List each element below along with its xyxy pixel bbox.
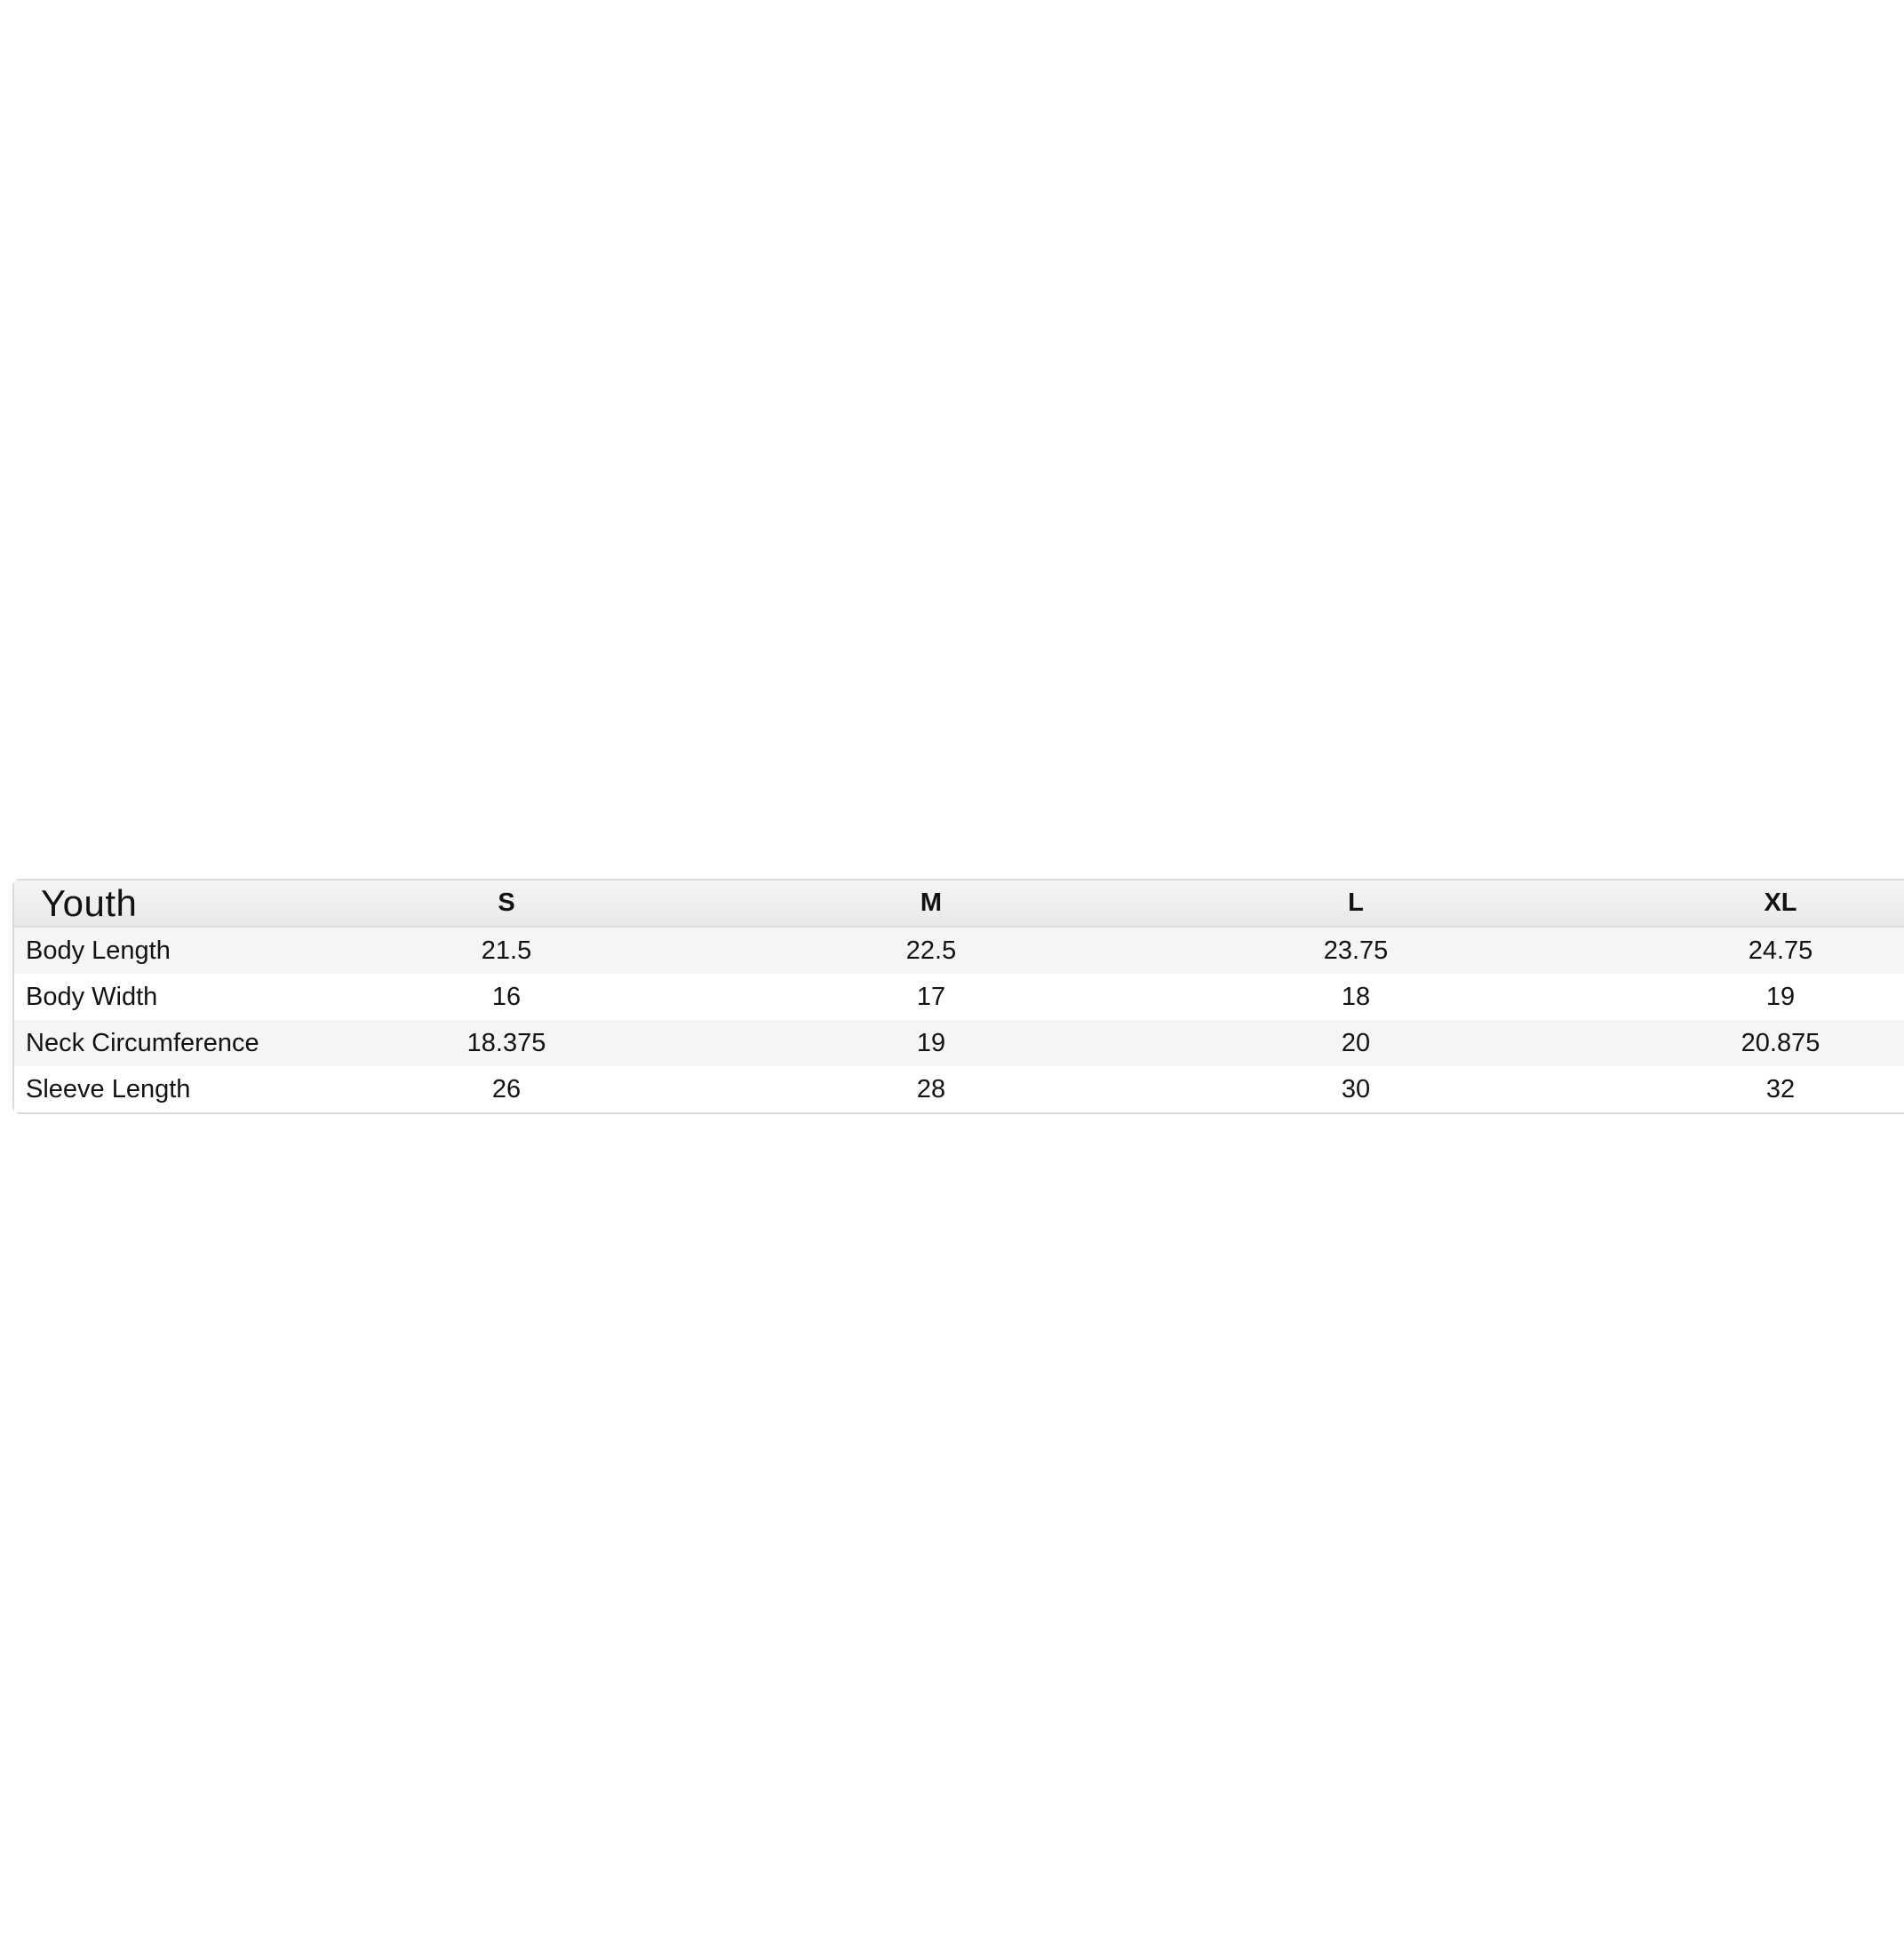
table-title: Youth bbox=[14, 880, 294, 928]
table-cell: 32 bbox=[1568, 1066, 1904, 1112]
table-row-body-length bbox=[14, 928, 1904, 974]
size-header-s: S bbox=[294, 880, 719, 928]
size-header-xl: XL bbox=[1568, 880, 1904, 928]
table-cell: 24.75 bbox=[1568, 928, 1904, 974]
row-label: Body Width bbox=[14, 974, 294, 1020]
row-label: Neck Circumference bbox=[14, 1020, 294, 1066]
table-cell: 20 bbox=[1143, 1020, 1568, 1066]
table-cell: 19 bbox=[719, 1020, 1143, 1066]
table-cell: 22.5 bbox=[719, 928, 1143, 974]
row-label: Sleeve Length bbox=[14, 1066, 294, 1112]
size-header-m: M bbox=[719, 880, 1143, 928]
table-cell: 26 bbox=[294, 1066, 719, 1112]
size-header-l: L bbox=[1143, 880, 1568, 928]
table-header-row bbox=[14, 880, 1904, 928]
table-cell: 21.5 bbox=[294, 928, 719, 974]
table-cell: 18.375 bbox=[294, 1020, 719, 1066]
table-row-sleeve-length bbox=[14, 1066, 1904, 1112]
size-chart-table bbox=[12, 879, 1904, 1114]
table-row-body-width bbox=[14, 974, 1904, 1020]
size-chart-container bbox=[12, 879, 1904, 1114]
table-cell: 20.875 bbox=[1568, 1020, 1904, 1066]
table-row-neck-circumference bbox=[14, 1020, 1904, 1066]
table-cell: 18 bbox=[1143, 974, 1568, 1020]
table-cell: 17 bbox=[719, 974, 1143, 1020]
table-cell: 19 bbox=[1568, 974, 1904, 1020]
row-label: Body Length bbox=[14, 928, 294, 974]
table-cell: 28 bbox=[719, 1066, 1143, 1112]
table-cell: 23.75 bbox=[1143, 928, 1568, 974]
table-cell: 16 bbox=[294, 974, 719, 1020]
table-cell: 30 bbox=[1143, 1066, 1568, 1112]
